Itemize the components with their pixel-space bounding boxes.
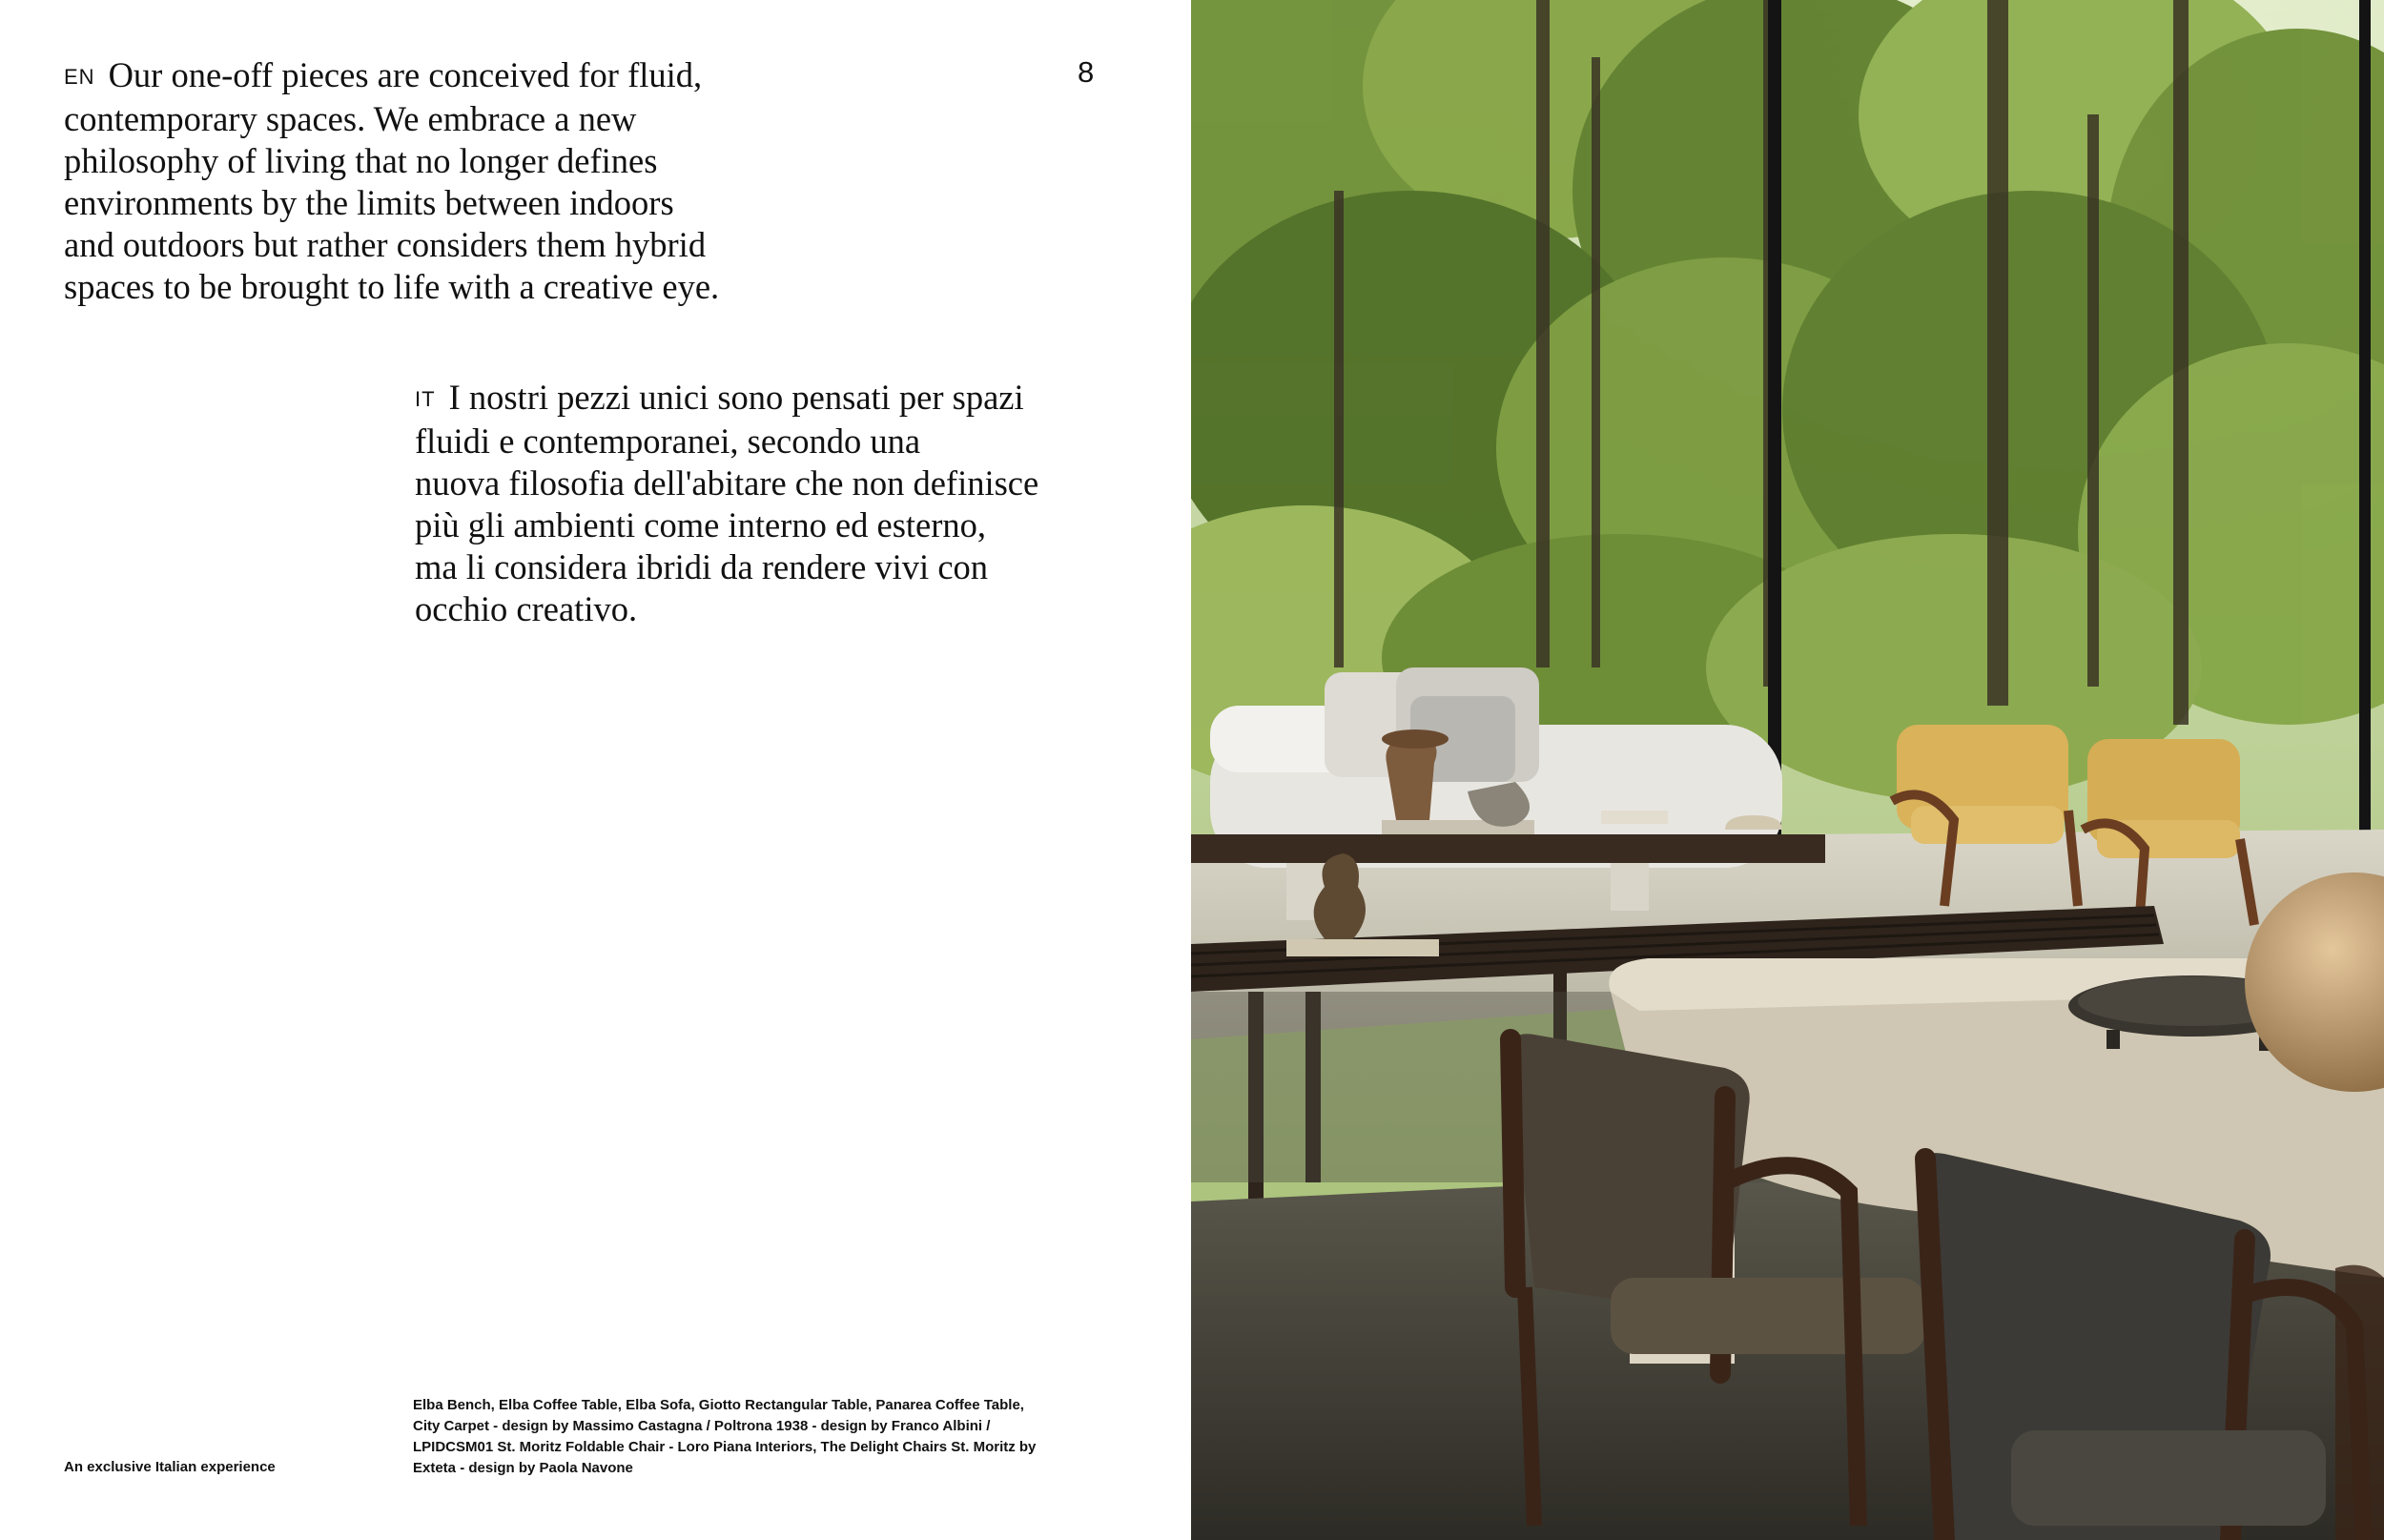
english-paragraph xyxy=(64,54,770,308)
caption-line-4: Exteta - design by Paola Navone xyxy=(413,1460,633,1476)
caption-line-3: LPIDCSM01 St. Moritz Foldable Chair - Loro Piana Interiors, The Delight Chairs St. Moritz by xyxy=(413,1439,1037,1455)
en-line-4: environments by the limits between indoors xyxy=(64,183,674,222)
caption-line-1: Elba Bench, Elba Coffee Table, Elba Sofa, Giotto Rectangular Table, Panarea Coffee Table, xyxy=(413,1397,1024,1413)
it-line-4: più gli ambienti come interno ed esterno, xyxy=(415,505,987,544)
interior-photo-illustration xyxy=(1191,0,2384,1540)
photo-caption xyxy=(413,1395,1100,1479)
en-line-2: contemporary spaces. We embrace a new xyxy=(64,99,637,138)
en-line-1: Our one-off pieces are conceived for fluid, xyxy=(108,55,703,94)
interior-photo xyxy=(1191,0,2384,1540)
it-line-2: fluidi e contemporanei, secondo una xyxy=(415,421,921,461)
it-line-3: nuova filosofia dell'abitare che non definisce xyxy=(415,463,1039,503)
en-line-5: and outdoors but rather considers them hybrid xyxy=(64,225,707,264)
left-page xyxy=(0,0,1191,1540)
en-line-6: spaces to be brought to life with a creative eye. xyxy=(64,267,720,306)
en-line-3: philosophy of living that no longer defines xyxy=(64,141,658,180)
it-line-6: occhio creativo. xyxy=(415,589,638,628)
italian-paragraph xyxy=(415,377,1101,630)
language-tag-it: IT xyxy=(415,387,436,411)
caption-line-2: City Carpet - design by Massimo Castagna / Poltrona 1938 - design by Franco Albini / xyxy=(413,1418,991,1434)
it-line-1: I nostri pezzi unici sono pensati per spazi xyxy=(448,378,1024,417)
language-tag-en: EN xyxy=(64,65,95,89)
footer-tagline: An exclusive Italian experience xyxy=(64,1459,276,1475)
it-line-5: ma li considera ibridi da rendere vivi con xyxy=(415,547,989,586)
page-number: 8 xyxy=(1078,55,1095,89)
